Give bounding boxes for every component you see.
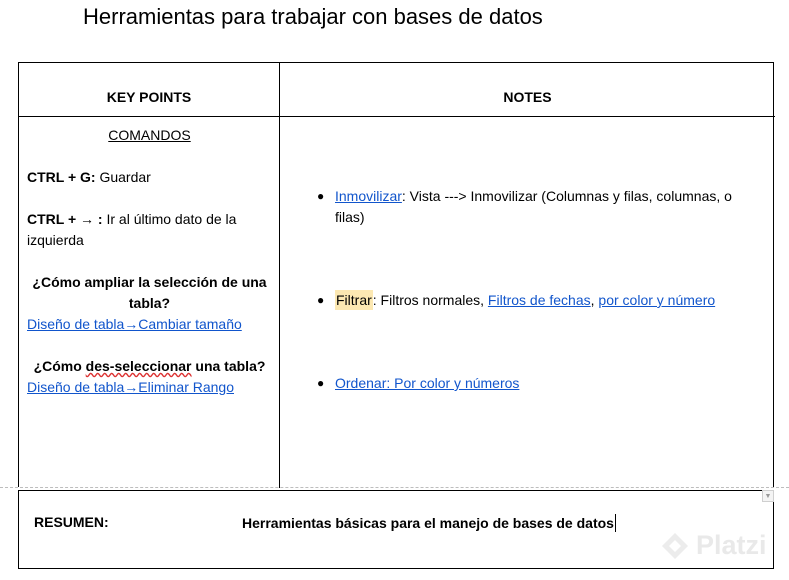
- shortcut-save: [27, 167, 272, 188]
- bullet-icon: ●: [317, 376, 325, 390]
- resize-link[interactable]: Diseño de tabla→Cambiar tamaño: [27, 316, 242, 332]
- remove-range-link[interactable]: Diseño de tabla→Eliminar Rango: [27, 379, 234, 395]
- question-deselect: ¿Cómo des-seleccionar una tabla?: [33, 358, 266, 374]
- platzi-watermark: [660, 530, 767, 561]
- page-break-line: [0, 487, 789, 488]
- shortcut-desc: Guardar: [95, 169, 151, 185]
- header-divider: [19, 116, 775, 117]
- text-cursor: [615, 514, 617, 532]
- key-points-column[interactable]: [27, 125, 272, 398]
- shortcut-last-data: [27, 209, 272, 251]
- note-ordenar: [311, 373, 756, 394]
- shortcut-key: CTRL + G:: [27, 169, 96, 185]
- page-title: Herramientas para trabajar con bases de datos: [83, 4, 543, 29]
- answer-link-remove-range[interactable]: [27, 377, 272, 398]
- resumen-text-wrap[interactable]: [242, 514, 616, 532]
- resumen-label: RESUMEN:: [34, 514, 109, 530]
- cornell-notes-table: [18, 62, 774, 487]
- inmovilizar-link[interactable]: Inmovilizar: [335, 188, 402, 204]
- note-inmovilizar: ● Inmovilizar: Vista ---> Inmovilizar (Columnas y filas, columnas, o filas): [317, 188, 732, 225]
- filtros-fechas-link[interactable]: Filtros de fechas: [487, 292, 591, 308]
- por-color-link[interactable]: por color y número: [598, 292, 716, 308]
- shortcut-key: CTRL + → :: [27, 211, 103, 227]
- note-filtrar: ● Filtrar: Filtros normales, Filtros de fechas, por color y número: [311, 290, 756, 311]
- bullet-icon: ●: [317, 189, 325, 203]
- question-expand-selection: ¿Cómo ampliar la selección de una tabla?: [32, 274, 267, 311]
- resumen-text: Herramientas básicas para el manejo de bases de datos: [242, 515, 614, 531]
- key-points-header: KEY POINTS: [106, 88, 192, 105]
- comandos-heading: COMANDOS: [108, 127, 191, 143]
- filtrar-highlight: Filtrar: [336, 292, 372, 308]
- spellcheck-word: des-seleccionar: [85, 358, 192, 374]
- bullet-icon: ●: [317, 293, 325, 307]
- scroll-down-icon[interactable]: ▼: [762, 490, 774, 502]
- shortcut-desc: Ir al último dato de la izquierda: [27, 211, 237, 248]
- column-divider: [279, 63, 280, 488]
- platzi-logo-icon: [660, 531, 690, 561]
- watermark-text: Platzi: [696, 530, 767, 560]
- ordenar-link[interactable]: Ordenar: Por color y números: [335, 375, 520, 391]
- notes-header: NOTES: [503, 88, 552, 105]
- answer-link-resize[interactable]: [27, 314, 272, 335]
